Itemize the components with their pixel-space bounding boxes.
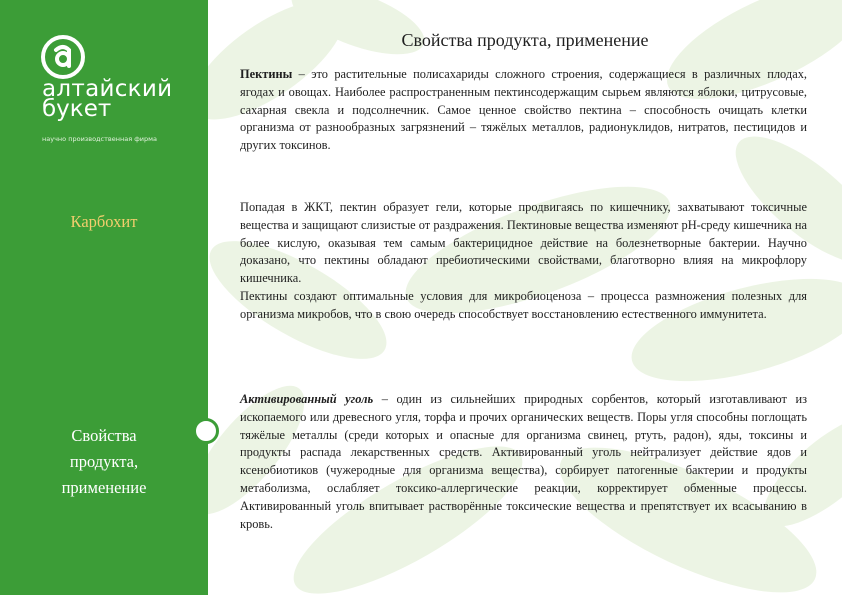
logo-a-icon xyxy=(40,34,86,80)
pectin-term: Пектины xyxy=(240,67,293,81)
gkt-paragraph: Попадая в ЖКТ, пектин образует гели, которые продвигаясь по кишечнику, захватывают токсичные вещества и защищают слизистые от раздражения. Пектиновые вещества изменяют pH-среду кишечника на более кислую, оказывая тем самым бактерицидное действие на болезнетворные бактерии. Научно доказано, что пектины обладают пребиотическими свойствами, благотворно влияя на микрофлору кишечника. xyxy=(240,200,807,286)
brand-name-line2: букет xyxy=(42,96,112,122)
page-title: Свойства продукта, применение xyxy=(401,30,649,50)
sidebar xyxy=(0,0,208,595)
charcoal-term: Активированный уголь xyxy=(240,392,374,406)
section-title-line: продукта, xyxy=(69,452,139,471)
pectin-paragraph xyxy=(240,66,807,155)
microbiocenosis-paragraph: Пектины создают оптимальные условия для микробиоценоза – процесса размножения полезных для организма микробов, что в свою очередь способствует восстановлению естественного иммунитета. xyxy=(240,288,807,321)
pectin-effects-block xyxy=(240,199,807,324)
section-title-line: применение xyxy=(61,478,147,497)
brand-tagline: научно производственная фирма xyxy=(42,135,157,143)
section-title-properties xyxy=(0,423,208,501)
section-title-line: Свойства xyxy=(71,426,137,445)
brand-name-line1: алтайский xyxy=(42,76,173,102)
charcoal-text: – один из сильнейших природных сорбентов, который изготавливают из ископаемого или древесного угля, торфа и прочих органических веществ. Поры угля способны поглощать тяжёлые металлы (среди которых и опасные для организма свинец, ртуть, радон), яды, токсины и продукты распада лекарственных средств. Активированный уголь нейтрализует действие ядов и ксенобиотиков (чужеродные для организма вещества), сорбирует патогенные бактерии и продукты метаболизма, ослабляет токсико-аллергические реакции, корректирует обменные процессы. Активированный уголь впитывает растворённые токсические вещества и препятствует их всасыванию в кровь. xyxy=(240,392,807,531)
circle-marker-icon xyxy=(193,418,219,444)
pectin-text: – это растительные полисахариды сложного строения, содержащиеся в различных плодах, ягодах и овощах. Наиболее распространенным пектинсодержащим сырьем являются яблоки, цитрусовые, сахарная свекла и подсолнечник. Самое ценное свойство пектина – способность очищать клетки организма от разнообразных загрязнений – тяжёлых металлов, радионуклидов, нитратов, пестицидов и других токсинов. xyxy=(240,67,807,153)
charcoal-paragraph xyxy=(240,391,807,533)
section-title-karbokhit: Карбохит xyxy=(70,212,138,231)
